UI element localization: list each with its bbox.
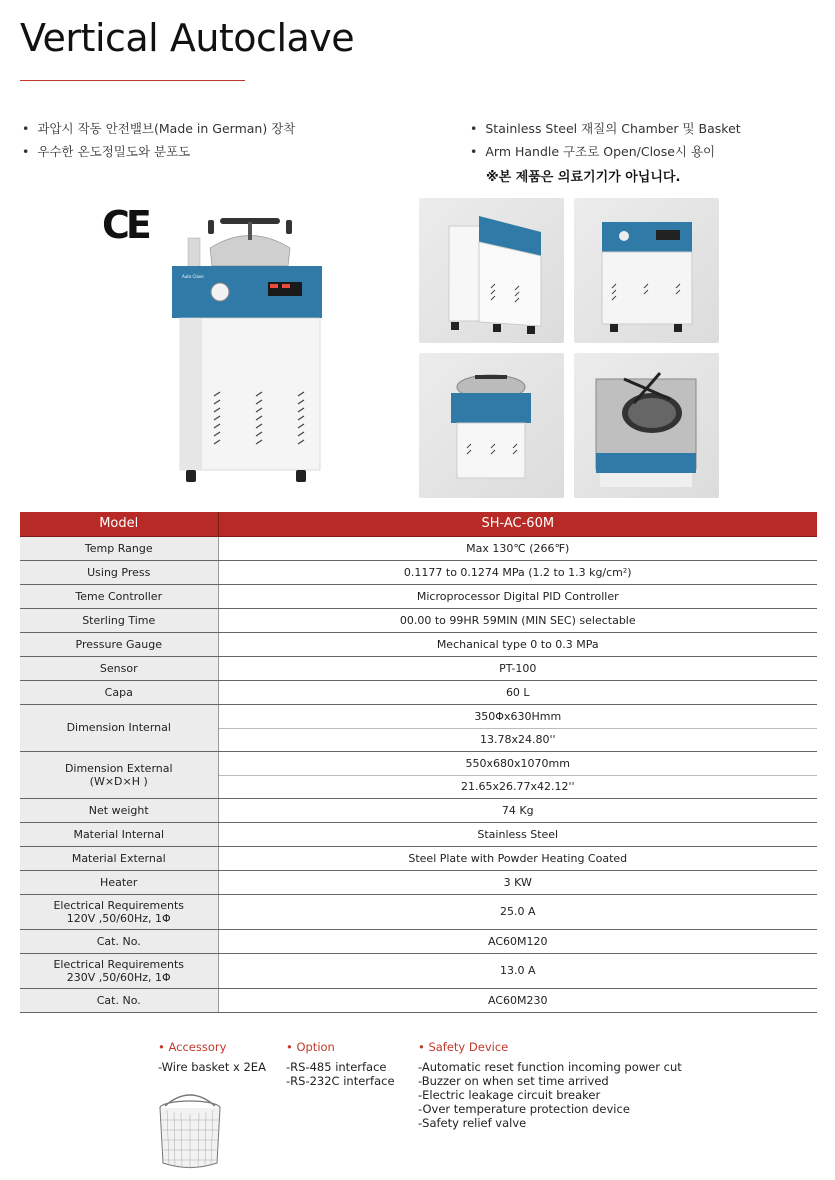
spec-label-line: Dimension External xyxy=(64,761,173,775)
spec-value: Mechanical type 0 to 0.3 MPa xyxy=(218,632,817,656)
option-title: • Option xyxy=(286,1040,395,1054)
safety-item: -Over temperature protection device xyxy=(418,1102,630,1116)
spec-label: Teme Controller xyxy=(20,584,218,608)
spec-value: 550x680x1070mm xyxy=(218,751,817,775)
spec-label: Heater xyxy=(20,870,218,894)
feature-item: • 우수한 온도정밀도와 분포도 xyxy=(22,140,295,163)
spec-value: PT-100 xyxy=(218,656,817,680)
safety-section xyxy=(418,1040,682,1130)
spec-row xyxy=(20,632,817,656)
spec-row xyxy=(20,929,817,953)
option-section xyxy=(286,1040,395,1088)
ce-mark-logo: CE xyxy=(102,203,148,247)
spec-row xyxy=(20,751,817,775)
accessory-section xyxy=(158,1040,266,1074)
feature-item: • 과압시 작동 안전밸브(Made in German) 장착 xyxy=(22,117,295,140)
spec-value: 3 KW xyxy=(218,870,817,894)
spec-row xyxy=(20,822,817,846)
spec-row xyxy=(20,953,817,988)
spec-label: Capa xyxy=(20,680,218,704)
spec-value: 00.00 to 99HR 59MIN (MIN SEC) selectable xyxy=(218,608,817,632)
accessory-item: -Wire basket x 2EA xyxy=(158,1060,266,1074)
spec-label-line: Electrical Requirements xyxy=(53,957,185,971)
feature-list-right xyxy=(470,117,741,163)
thumb-rear-view xyxy=(574,198,719,343)
spec-value: 60 L xyxy=(218,680,817,704)
spec-label xyxy=(20,751,218,798)
spec-label: Cat. No. xyxy=(20,988,218,1012)
safety-item: -Electric leakage circuit breaker xyxy=(418,1088,601,1102)
spec-value: 350Φx630Hmm xyxy=(218,704,817,728)
spec-label xyxy=(20,953,218,988)
spec-label-line: 120V ,50/60Hz, 1Φ xyxy=(66,911,171,925)
safety-title: • Safety Device xyxy=(418,1040,682,1054)
spec-label: Pressure Gauge xyxy=(20,632,218,656)
spec-value: 21.65x26.77x42.12'' xyxy=(218,775,817,798)
thumb-front-view xyxy=(419,353,564,498)
spec-header-label: Model xyxy=(20,512,218,536)
spec-label: Using Press xyxy=(20,560,218,584)
spec-label: Net weight xyxy=(20,798,218,822)
safety-item: -Safety relief valve xyxy=(418,1116,527,1130)
spec-row xyxy=(20,560,817,584)
title-underline xyxy=(20,80,245,81)
spec-row xyxy=(20,846,817,870)
spec-value: AC60M230 xyxy=(218,988,817,1012)
autoclave-main-photo xyxy=(170,208,330,488)
spec-row xyxy=(20,584,817,608)
spec-header-row xyxy=(20,512,817,536)
spec-value: Max 130℃ (266℉) xyxy=(218,536,817,560)
wire-basket-image xyxy=(155,1088,225,1173)
spec-row xyxy=(20,894,817,929)
spec-header-model: SH-AC-60M xyxy=(218,512,817,536)
option-item: -RS-232C interface xyxy=(286,1074,395,1088)
spec-value: Microprocessor Digital PID Controller xyxy=(218,584,817,608)
spec-row xyxy=(20,988,817,1012)
spec-label: Sterling Time xyxy=(20,608,218,632)
spec-value: 0.1177 to 0.1274 MPa (1.2 to 1.3 kg/cm²) xyxy=(218,560,817,584)
spec-label: Cat. No. xyxy=(20,929,218,953)
spec-value: 25.0 A xyxy=(218,894,817,929)
spec-label: Dimension Internal xyxy=(20,704,218,751)
spec-label-line: 230V ,50/60Hz, 1Φ xyxy=(66,970,171,984)
thumb-top-open-view xyxy=(574,353,719,498)
spec-row xyxy=(20,798,817,822)
page-title: Vertical Autoclave xyxy=(20,16,355,60)
spec-value: 74 Kg xyxy=(218,798,817,822)
spec-label-line: Electrical Requirements xyxy=(53,898,185,912)
safety-item: -Buzzer on when set time arrived xyxy=(418,1074,609,1088)
spec-label: Sensor xyxy=(20,656,218,680)
feature-list-left xyxy=(22,117,295,163)
spec-label-line: (W×D×H ) xyxy=(89,774,148,788)
spec-row xyxy=(20,536,817,560)
spec-row xyxy=(20,680,817,704)
feature-item: • Arm Handle 구조로 Open/Close시 용이 xyxy=(470,140,741,163)
spec-label: Material Internal xyxy=(20,822,218,846)
accessory-title: • Accessory xyxy=(158,1040,266,1054)
spec-row xyxy=(20,704,817,728)
safety-item: -Automatic reset function incoming power cut xyxy=(418,1060,682,1074)
spec-value: Stainless Steel xyxy=(218,822,817,846)
medical-device-notice: ※본 제품은 의료기기가 아닙니다. xyxy=(486,170,681,185)
spec-row xyxy=(20,870,817,894)
spec-value: AC60M120 xyxy=(218,929,817,953)
thumb-side-view xyxy=(419,198,564,343)
spec-value: Steel Plate with Powder Heating Coated xyxy=(218,846,817,870)
spec-table xyxy=(20,512,817,1013)
spec-label xyxy=(20,894,218,929)
spec-row xyxy=(20,608,817,632)
option-item: -RS-485 interface xyxy=(286,1060,387,1074)
feature-item: • Stainless Steel 재질의 Chamber 및 Basket xyxy=(470,117,741,140)
spec-value: 13.0 A xyxy=(218,953,817,988)
spec-label: Temp Range xyxy=(20,536,218,560)
brand-label: Auto Clave xyxy=(182,274,204,279)
spec-value: 13.78x24.80'' xyxy=(218,728,817,751)
spec-row xyxy=(20,656,817,680)
spec-label: Material External xyxy=(20,846,218,870)
